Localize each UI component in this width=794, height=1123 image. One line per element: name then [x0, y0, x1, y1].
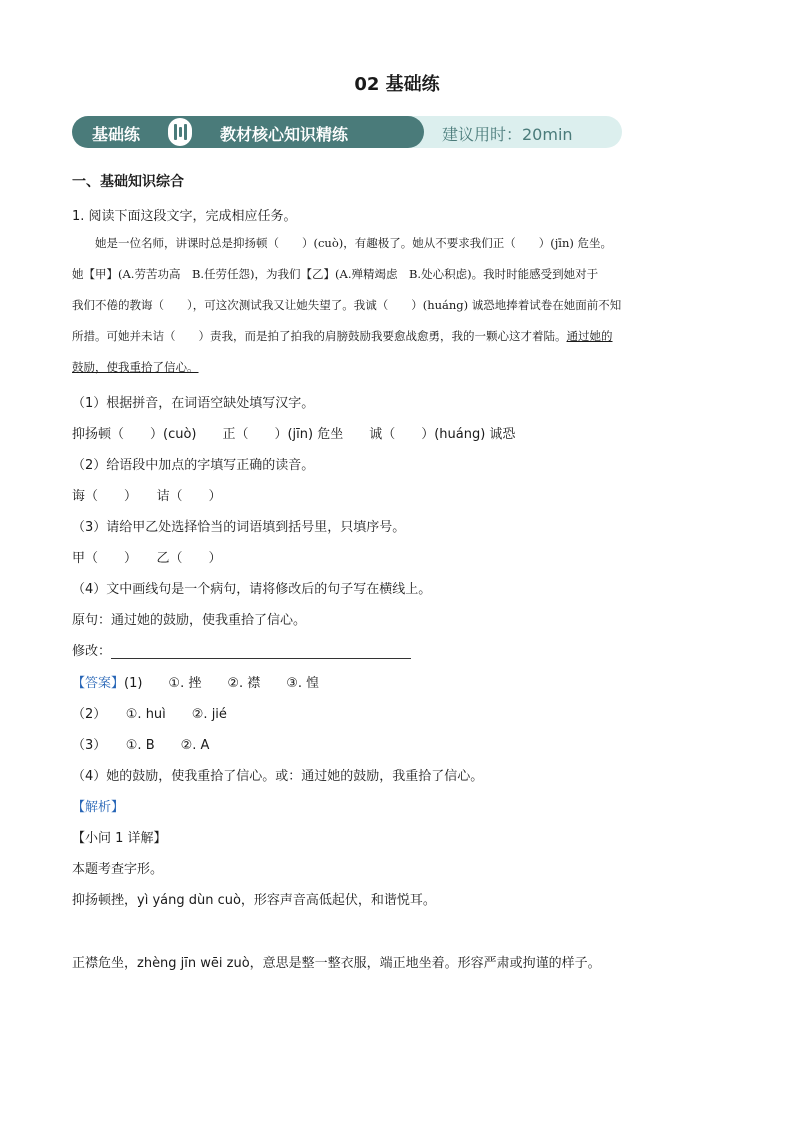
reading-passage [72, 228, 724, 383]
sub-question-4: （4）文中画线句是一个病句，请将修改后的句子写在横线上。 [72, 582, 432, 597]
answer-blank-line [111, 646, 411, 659]
ruler-icon [168, 118, 192, 146]
sub-question-1-detail-label: 【小问 1 详解】 [72, 831, 167, 846]
underlined-sentence: 通过她的 [566, 329, 613, 343]
question-prompt: 1. 阅读下面这段文字，完成相应任务。 [72, 209, 297, 224]
underlined-sentence: 鼓励，使我重拾了信心。 [72, 360, 199, 374]
section-heading: 一、基础知识综合 [72, 174, 184, 190]
banner-left-label: 基础练 [92, 125, 141, 144]
answer-line-1 [72, 672, 319, 691]
sub-question-3-blanks: 甲（ ） 乙（ ） [72, 551, 222, 566]
answer-3: （3） ①. B ②. A [72, 738, 210, 753]
revise-label: 修改： [72, 644, 112, 659]
answer-4: （4）她的鼓励，使我重拾了信心。或：通过她的鼓励，我重拾了信心。 [72, 769, 484, 784]
answer-label: 【答案】 [72, 676, 125, 691]
sub-question-2-blanks: 诲（ ） 诘（ ） [72, 489, 222, 504]
page-title: 02 基础练 [354, 74, 440, 95]
passage-line: 所措。可她并未诘（ ）责我，而是拍了拍我的肩膀鼓励我要愈战愈勇，我的一颗心这才着陆。 [72, 329, 567, 343]
sub-question-1: （1）根据拼音，在词语空缺处填写汉字。 [72, 396, 315, 411]
passage-line: 她【甲】(A.劳苦功高 B.任劳任怨)，为我们【乙】(A.殚精竭虑 B.处心积虑)。我时时能感受到她对于 [72, 267, 599, 281]
analysis-paragraph-2: 正襟危坐，zhèng jīn wēi zuò，意思是整一整衣服，端正地坐着。形容严肃或拘谨的样子。 [72, 956, 601, 971]
sub-question-2: （2）给语段中加点的字填写正确的读音。 [72, 458, 315, 473]
section-banner [72, 116, 622, 148]
analysis-label: 【解析】 [72, 800, 125, 815]
original-sentence: 原句：通过她的鼓励，使我重拾了信心。 [72, 613, 307, 628]
analysis-intro: 本题考查字形。 [72, 862, 164, 877]
passage-line: 我们不倦的教诲（ ），可这次测试我又让她失望了。我诚（ ）(huáng) 诚恐地捧着试卷在她面前不知 [72, 298, 622, 312]
answer-1: (1) ①. 挫 ②. 襟 ③. 惶 [124, 676, 320, 691]
answer-2: （2） ①. huì ②. jié [72, 707, 227, 722]
banner-center-label: 教材核心知识精练 [220, 125, 349, 144]
banner-time-label: 建议用时：20min [442, 125, 573, 144]
sub-question-1-blanks: 抑扬顿（ ）(cuò) 正（ ）(jīn) 危坐 诚（ ）(huáng) 诚恐 [72, 427, 516, 442]
analysis-paragraph-1: 抑扬顿挫，yì yáng dùn cuò，形容声音高低起伏，和谐悦耳。 [72, 893, 436, 908]
sub-question-3: （3）请给甲乙处选择恰当的词语填到括号里，只填序号。 [72, 520, 406, 535]
revise-line [72, 640, 411, 659]
passage-line: 她是一位名师，讲课时总是抑扬顿（ ）(cuò)，有趣极了。她从不要求我们正（ ）(jīn) 危坐。 [72, 236, 613, 250]
